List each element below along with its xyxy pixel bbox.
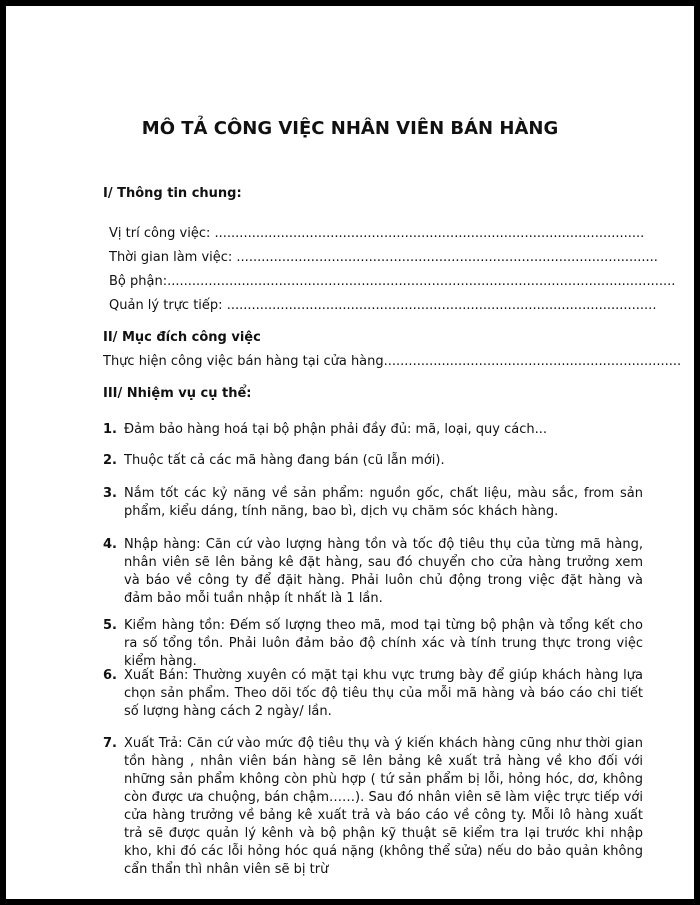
- section-tasks-heading: III/ Nhiệm vụ cụ thể:: [103, 386, 252, 401]
- task-number: 5.: [103, 618, 117, 633]
- field-department: [109, 274, 676, 289]
- field-position-label: Vị trí công việc:: [109, 226, 215, 241]
- field-position: [109, 226, 645, 241]
- purpose-text: Thực hiện công việc bán hàng tại cửa hàng: [103, 354, 384, 369]
- field-working-time-dots: ......................................................................................................: [236, 250, 658, 265]
- task-item: [103, 735, 643, 879]
- purpose-dots: ........................................................................: [383, 354, 682, 369]
- task-text: Xuất Trả: Căn cứ vào mức độ tiêu thụ và ý kiến khách hàng cũng như thời gian tồn hàng , nhân viên bán hàng sẽ lên bảng kê xuất trả hàng về kho đối với những sản phẩm không còn phù hợp ( tứ sản phẩm bị lỗi, hỏng hóc, dơ, không còn được ưa chuộng, bán chậm……). Sau đó nhân viên sẽ làm việc trực tiếp với cửa hàng trưởng về bảng kê xuất trả và báo cáo về công ty. Mỗi lô hàng xuất trả sẽ được quản lý kênh và bộ phận kỹ thuật sẽ kiểm tra lại trước khi nhập kho, khi đó các lỗi hỏng hóc quá nặng (không thể sửa) nếu do bảo quản không cẩn thẩn thì nhân viên sẽ bị trừ: [124, 736, 643, 877]
- field-working-time: [109, 250, 658, 265]
- task-number: 6.: [103, 668, 117, 683]
- section-purpose-heading: II/ Mục đích công việc: [103, 330, 261, 345]
- purpose-line: [103, 354, 682, 369]
- task-text: Thuộc tất cả các mã hàng đang bán (cũ lẫn mới).: [124, 453, 445, 468]
- task-number: 2.: [103, 453, 117, 468]
- task-text: Kiểm hàng tồn: Đếm số lượng theo mã, mod tại từng bộ phận và tổng kết cho ra số tổng tồn. Phải luôn đảm bảo độ chính xác và tính trung thực trong việc kiểm hàng.: [124, 618, 643, 669]
- field-department-dots: ...........................................................................................................................: [167, 274, 676, 289]
- task-text: Nắm tốt các kỷ năng về sản phẩm: nguồn gốc, chất liệu, màu sắc, from sản phẩm, kiểu dáng, tính năng, bao bì, dịch vụ chăm sóc khách hàng.: [124, 486, 643, 519]
- task-item: [103, 485, 643, 521]
- field-position-dots: ........................................................................................................: [214, 226, 645, 241]
- task-item: [103, 421, 643, 439]
- section-general-info-heading: I/ Thông tin chung:: [103, 186, 242, 201]
- task-item: [103, 617, 643, 671]
- document-title: MÔ TẢ CÔNG VIỆC NHÂN VIÊN BÁN HÀNG: [141, 118, 559, 139]
- task-item: [103, 536, 643, 608]
- task-item: [103, 452, 643, 470]
- field-direct-manager-dots: ........................................................................................................: [226, 298, 657, 313]
- field-working-time-label: Thời gian làm việc:: [109, 250, 237, 265]
- task-number: 4.: [103, 537, 117, 552]
- task-item: [103, 667, 643, 721]
- field-department-label: Bộ phận:: [109, 274, 168, 289]
- field-direct-manager-label: Quản lý trực tiếp:: [109, 298, 227, 313]
- task-text: Xuất Bán: Thường xuyên có mặt tại khu vực trưng bày để giúp khách hàng lựa chọn sản phẩm. Theo dõi tốc độ tiêu thụ của mỗi mã hàng và báo cáo chi tiết số lượng hàng cách 2 ngày/ lần.: [124, 668, 643, 719]
- task-number: 7.: [103, 736, 117, 751]
- task-text: Nhập hàng: Căn cứ vào lượng hàng tồn và tốc độ tiêu thụ của từng mã hàng, nhân viên sẽ lên bảng kê đặt hàng, sau đó chuyển cho cửa hàng trưởng xem và báo về công ty để đặit hàng. Phải luôn chủ động trong việc đặt hàng và đảm bảo mỗi tuần nhập ít nhất là 1 lần.: [124, 537, 643, 606]
- task-number: 3.: [103, 486, 117, 501]
- task-number: 1.: [103, 422, 117, 437]
- task-text: Đảm bảo hàng hoá tại bộ phận phải đầy đủ: mã, loại, quy cách...: [124, 422, 548, 437]
- field-direct-manager: [109, 298, 657, 313]
